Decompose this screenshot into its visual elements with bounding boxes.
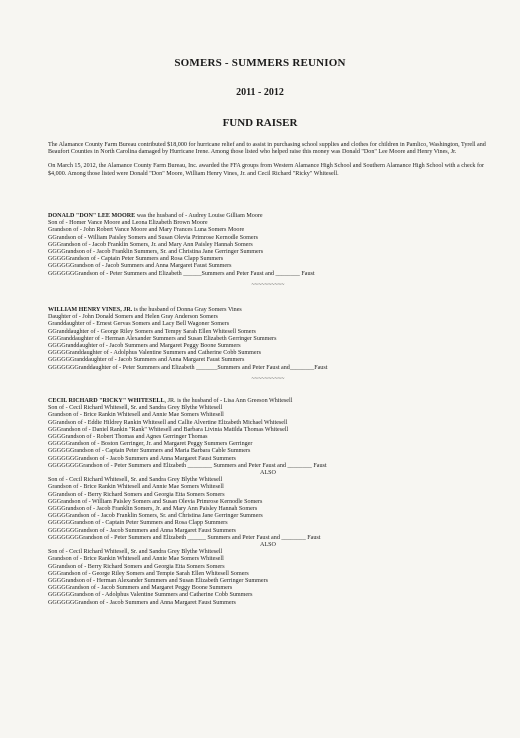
separator: ~~~~~~~~~~ [251,375,285,382]
lineage-line: Grandson of - Brice Rankin Whitesell and Annie Mae Somers Whitesell [48,484,224,491]
intro-paragraph-1: The Alamance County Farm Bureau contributed $18,000 for hurricane relief and to assist in purchasing school supplies and clothes for children in Pamlico, Washington, Tyrell and Beaufort Counties in North Carolina damaged by Hurricane Irene. Among those listed who helped raise this money was Donald "Don" Lee Moore and Henry Vines, Jr. [48,142,486,156]
lineage-line: GGGranddaughter of - Herman Alexander Summers and Susan Elizabeth Gerringer Summers [48,335,277,342]
lineage-line: GGGGGranddaughter of - Adolphus Valentine Summers and Catherine Cobb Summers [48,350,261,357]
lineage-line: GGGGGGGrandson of - Jacob Summers and Anna Margaret Faust Summers [48,599,236,606]
lineage-line: Granddaughter of - Ernest Gervas Somers and Lacy Bell Wagoner Somers [48,321,230,328]
lineage-line: GGGGGGGGrandson of - Peter Summers and Elizabeth ______ Summers and Peter Faust and ________ Faust [48,534,321,541]
lineage-line: GGGGrandson of - Jacob Franklin Somers, Jr. and Mary Ann Paisley Hannah Somers [48,506,258,513]
lineage-line: GGGGGGrandson of - Captain Peter Summers and Rosa Clapp Summers [48,520,228,527]
document-subtitle: FUND RAISER [222,117,298,129]
lineage-line: GGGGGGranddaughter of - Jacob Summers and Anna Margaret Faust Summers [48,357,245,364]
moore-spouse: was the husband of - Audrey Louise Gilliam Moore [135,213,263,219]
lineage-line: GGGrandson of - Jacob Franklin Somers, Jr. and Mary Ann Paisley Hannah Somers [48,241,253,248]
lineage-line: GGGGGrandson of - Jacob Summers and Margaret Peggy Boone Summers [48,585,233,592]
moore-lineage [48,220,488,278]
intro-paragraph-2: On March 15, 2012, the Alamance County Farm Bureau, Inc. awarded the FFA groups from Western Alamance High School and Southern Alamance High School with a check for $4,000. Among those listed were Donald "Don" Moore, William Henry Vines, Jr. and Cecil Richard "Ricky" Whitesell. [48,163,485,177]
lineage-line: GGGrandson of - William Paisley Somers and Susan Olevia Primrose Kernodle Somers [48,498,263,505]
lineage-line: GGGGrandson of - Robert Thomas and Agnes Gerringer Thomas [48,434,208,441]
intro-section [48,142,488,178]
lineage-line: GGGGrandson of - Herman Alexander Summers and Susan Elizabeth Gerringer Summers [48,578,268,585]
lineage-line: Grandson of - Brice Rankin Whitesell and Annie Mae Somers Whitesell [48,412,224,419]
lineage-line: GGrandson of - William Paisley Somers and Susan Olevia Primrose Kernodle Somers [48,234,259,241]
also-label: ALSO [260,542,276,549]
lineage-line: Son of - Cecil Richard Whitesell, Sr. and Sandra Grey Blythe Whitesell [48,549,223,556]
lineage-line: Son of - Cecil Richard Whitesell, Sr. and Sandra Grey Blythe Whitesell [48,477,223,484]
whitesell-spouse: , JR. is the husband of - Lisa Ann Greeson Whitesell [164,398,293,404]
lineage-line: GGranddaughter of - George Riley Somers and Tempy Sarah Ellen Whitesell Somers [48,328,256,335]
whitesell-section [48,398,488,607]
vines-section [48,307,488,383]
lineage-line: GGGGGrandson of - Captain Peter Summers and Rosa Clapp Summers [48,256,224,263]
lineage-line: Grandson of - Brice Rankin Whitesell and Annie Mae Somers Whitesell [48,556,224,563]
vines-lineage [48,314,488,372]
lineage-line: GGGGGGGrandson of - Peter Summers and Elizabeth ______Summers and Peter Faust and ________ Faust [48,270,315,277]
lineage-line: GGGrandson of - Daniel Rankin "Rank" Whitesell and Barbara Livinia Matilda Thomas Whitesell [48,426,289,433]
lineage-line: GGGGGGrandson of - Captain Peter Summers and Maria Barbara Cable Summers [48,448,251,455]
lineage-line: Daughter of - John Donald Somers and Helen Gray Anderson Somers [48,314,218,321]
whitesell-lineage-3 [48,549,488,607]
lineage-line: GGGGranddaughter of - Jacob Summers and Margaret Peggy Boone Summers [48,343,241,350]
document-title: SOMERS - SUMMERS REUNION [174,57,346,69]
separator: ~~~~~~~~~~ [251,281,285,288]
vines-spouse: is the husband of Donna Gray Somers Vines [132,307,242,313]
lineage-line: GGGGGGGranddaughter of - Peter Summers and Elizabeth _______Summers and Peter Faust and________Faust [48,364,328,371]
lineage-line: GGGGGGGrandson of - Jacob Summers and Anna Margaret Faust Summers [48,455,236,462]
lineage-line: GGGGGGrandson of - Adolphus Valentine Summers and Catherine Cobb Summers [48,592,253,599]
whitesell-lineage-2 [48,477,488,542]
lineage-line: GGGGGrandson of - Jacob Franklin Somers, Sr. and Christina Jane Gerringer Summers [48,513,263,520]
lineage-line: GGGGGGrandson of - Jacob Summers and Anna Margaret Faust Summers [48,263,232,270]
lineage-line: Grandson of - John Robert Vance Moore and Mary Frances Luna Somers Moore [48,227,245,234]
lineage-line: GGrandson of - Eddie Hildrey Rankin Whitesell and Callie Alvertine Elizabeth Michael Whitesell [48,419,288,426]
moore-name: DONALD "DON" LEE MOORE [48,213,136,219]
lineage-line: GGGGrandson of - Jacob Franklin Summers, Sr. and Christina Jane Gerringer Summers [48,249,264,256]
vines-name: WILLIAM HENRY VINES, JR. [48,307,133,313]
lineage-line: Son of - Cecil Richard Whitesell, Sr. and Sandra Grey Blythe Whitesell [48,405,223,412]
whitesell-name: CECIL RICHARD "RICKY" WHITESELL [48,398,165,404]
lineage-line: GGrandson of - Berry Richard Somers and Georgia Etta Somers Somers [48,563,225,570]
lineage-line: GGGrandson of - George Riley Somers and Tempie Sarah Ellen Whitesell Somers [48,570,249,577]
lineage-line: GGrandson of - Berry Richard Somers and Georgia Etta Somers Somers [48,491,225,498]
also-label: ALSO [260,470,276,477]
lineage-line: Son of - Homer Vance Moore and Leona Elizabeth Brown Moore [48,220,208,227]
document-years: 2011 - 2012 [236,87,284,98]
moore-section [48,213,488,289]
lineage-line: GGGGGGGGrandson of - Peter Summers and Elizabeth ________ Summers and Peter Faust and ________ Faust [48,462,327,469]
lineage-line: GGGGGGGrandson of - Jacob Summers and Anna Margaret Faust Summers [48,527,236,534]
whitesell-lineage-1 [48,405,488,470]
lineage-line: GGGGGrandson of - Boston Gerringer, Jr. and Margaret Peggy Summers Gerringer [48,441,253,448]
